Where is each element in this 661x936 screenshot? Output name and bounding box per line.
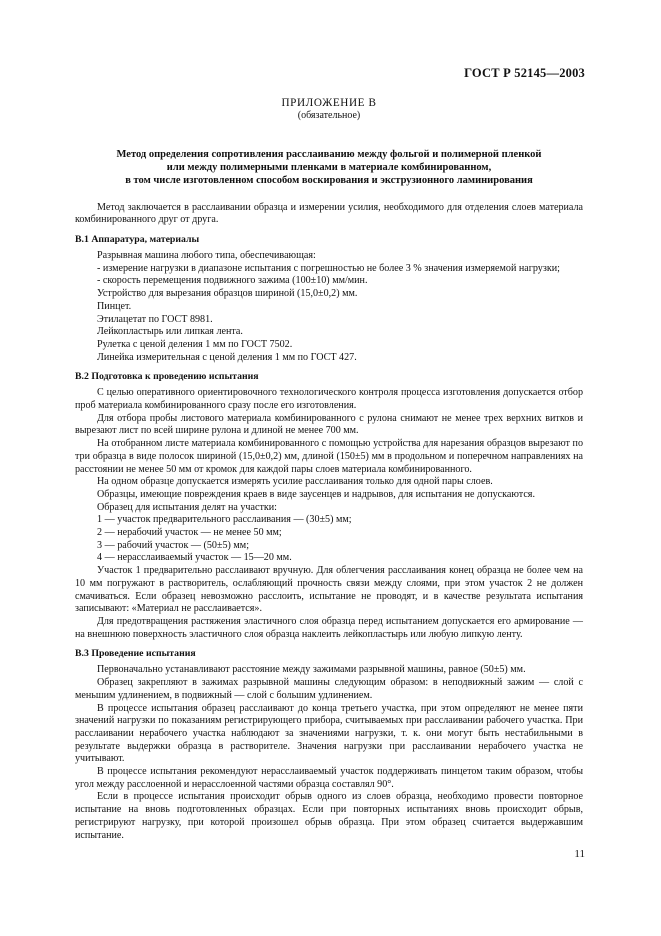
paragraph: Для предотвращения растяжения эластичного слоя образца перед испытанием допускается его армирование — на внешнюю поверхность эластичного слоя образца наклеить лейкопластырь или любую липкую ленту.	[75, 616, 583, 640]
paragraph: Образец закрепляют в зажимах разрывной машины следующим образом: в неподвижный зажим — слой с меньшим удлинением, в подвижный — слой с большим удлинением.	[75, 677, 583, 701]
list-item: 1 — участок предварительного расслаивания — (30±5) мм;	[97, 514, 352, 526]
paragraph: На отобранном листе материала комбинированного с помощью устройства для нарезания образцов вырезают по три образца в виде полосок шириной (15,0±0,2) мм, длиной (150±5) мм в продольном и поперечном направлениях на расстоянии не менее 50 мм от кромок для каждой пары слоев материала комбинированного.	[75, 438, 583, 475]
paragraph: Образцы, имеющие повреждения краев в виде заусенцев и надрывов, для испытания не допускаются.	[97, 488, 535, 500]
section-b3-heading: В.3 Проведение испытания	[75, 648, 196, 660]
appendix-subtitle: (обязательное)	[297, 110, 361, 121]
paragraph: Линейка измерительная с ценой деления 1 мм по ГОСТ 427.	[97, 351, 357, 363]
paragraph: Разрывная машина любого типа, обеспечивающая:	[97, 250, 316, 262]
method-title	[75, 148, 583, 188]
method-title-line: или между полимерными пленками в материале комбинированном,	[166, 162, 492, 174]
paragraph: Участок 1 предварительно расслаивают вручную. Для облегчения расслаивания конец образца не более чем на 10 мм погружают в растворитель, ослабляющий прочность связи между слоями, при этом участок 2 не должен смачиваться. Если образец невозможно расслоить, испытание не проводят, и в качестве результата испытания записывают: «Материал не расслаивается».	[75, 565, 583, 615]
method-title-line: Метод определения сопротивления расслаиванию между фольгой и полимерной пленкой	[116, 149, 542, 160]
list-item: 3 — рабочий участок — (50±5) мм;	[97, 539, 249, 551]
document-body	[75, 97, 583, 842]
paragraph: На одном образце допускается измерять усилие расслаивания только для одной пары слоев.	[97, 476, 493, 488]
paragraph: С целью оперативного ориентировочного технологического контроля процесса изготовления допускается отбор проб материала комбинированного сразу после его изготовления.	[75, 387, 583, 412]
paragraph: Устройство для вырезания образцов шириной (15,0±0,2) мм.	[97, 288, 358, 300]
paragraph: Рулетка с ценой деления 1 мм по ГОСТ 7502.	[97, 338, 293, 350]
document-standard-id: ГОСТ Р 52145—2003	[464, 66, 585, 80]
section-b2-heading: В.2 Подготовка к проведению испытания	[75, 371, 259, 383]
paragraph: Этилацетат по ГОСТ 8981.	[97, 313, 213, 325]
paragraph: Лейкопластырь или липкая лента.	[97, 326, 243, 338]
paragraph: Первоначально устанавливают расстояние между зажимами разрывной машины, равное (50±5) мм.	[97, 664, 526, 676]
method-title-line: в том числе изготовленном способом воскирования и экструзионного ламинирования	[125, 175, 533, 187]
paragraph: Для отбора пробы листового материала комбинированного с рулона снимают не менее трех верхних витков и вырезают лист по всей ширине рулона и длиной не менее 700 мм.	[75, 412, 583, 437]
paragraph: В процессе испытания образец расслаивают до конца третьего участка, при этом определяют не менее пяти значений нагрузки по показаниям регистрирующего прибора, считываемых при расслаивании рабочего участка. При расслаивании нерабочего участка наблюдают за значениями нагрузки, т. к. они могут быть нестабильными в результате выдержки образца в растворителе. Значения нагрузки при расслаивании нерабочего участка не учитывают.	[75, 702, 583, 765]
list-item: 2 — нерабочий участок — не менее 50 мм;	[97, 527, 282, 539]
page-number: 11	[574, 848, 585, 860]
paragraph: Пинцет.	[97, 300, 132, 312]
section-b1-heading: В.1 Аппаратура, материалы	[75, 234, 200, 246]
paragraph: Если в процессе испытания происходит обрыв одного из слоев образца, необходимо провести повторное испытание на вновь подготовленных образцах. Если при повторных испытаниях вновь происходит обрыв, регистрируют нагрузку, при которой произошел обрыв образца. При этом образец считается выдержавшим испытание.	[75, 791, 583, 841]
paragraph: - скорость перемещения подвижного зажима (100±10) мм/мин.	[97, 275, 368, 287]
appendix-title: ПРИЛОЖЕНИЕ В	[281, 97, 377, 109]
list-item: 4 — нерасслаиваемый участок — 15—20 мм.	[97, 552, 292, 564]
paragraph: - измерение нагрузки в диапазоне испытания с погрешностью не более 3 % значения измеряемой нагрузки;	[97, 262, 560, 274]
intro-paragraph: Метод заключается в расслаивании образца и измерении усилия, необходимого для отделения слоев материала комбинированного друг от друга.	[75, 201, 583, 226]
paragraph: Образец для испытания делят на участки:	[97, 501, 277, 513]
paragraph: В процессе испытания рекомендуют нерасслаиваемый участок поддерживать пинцетом таким образом, чтобы угол между расслоенной и нерасслоенной частями образца составлял 90°.	[75, 766, 583, 790]
